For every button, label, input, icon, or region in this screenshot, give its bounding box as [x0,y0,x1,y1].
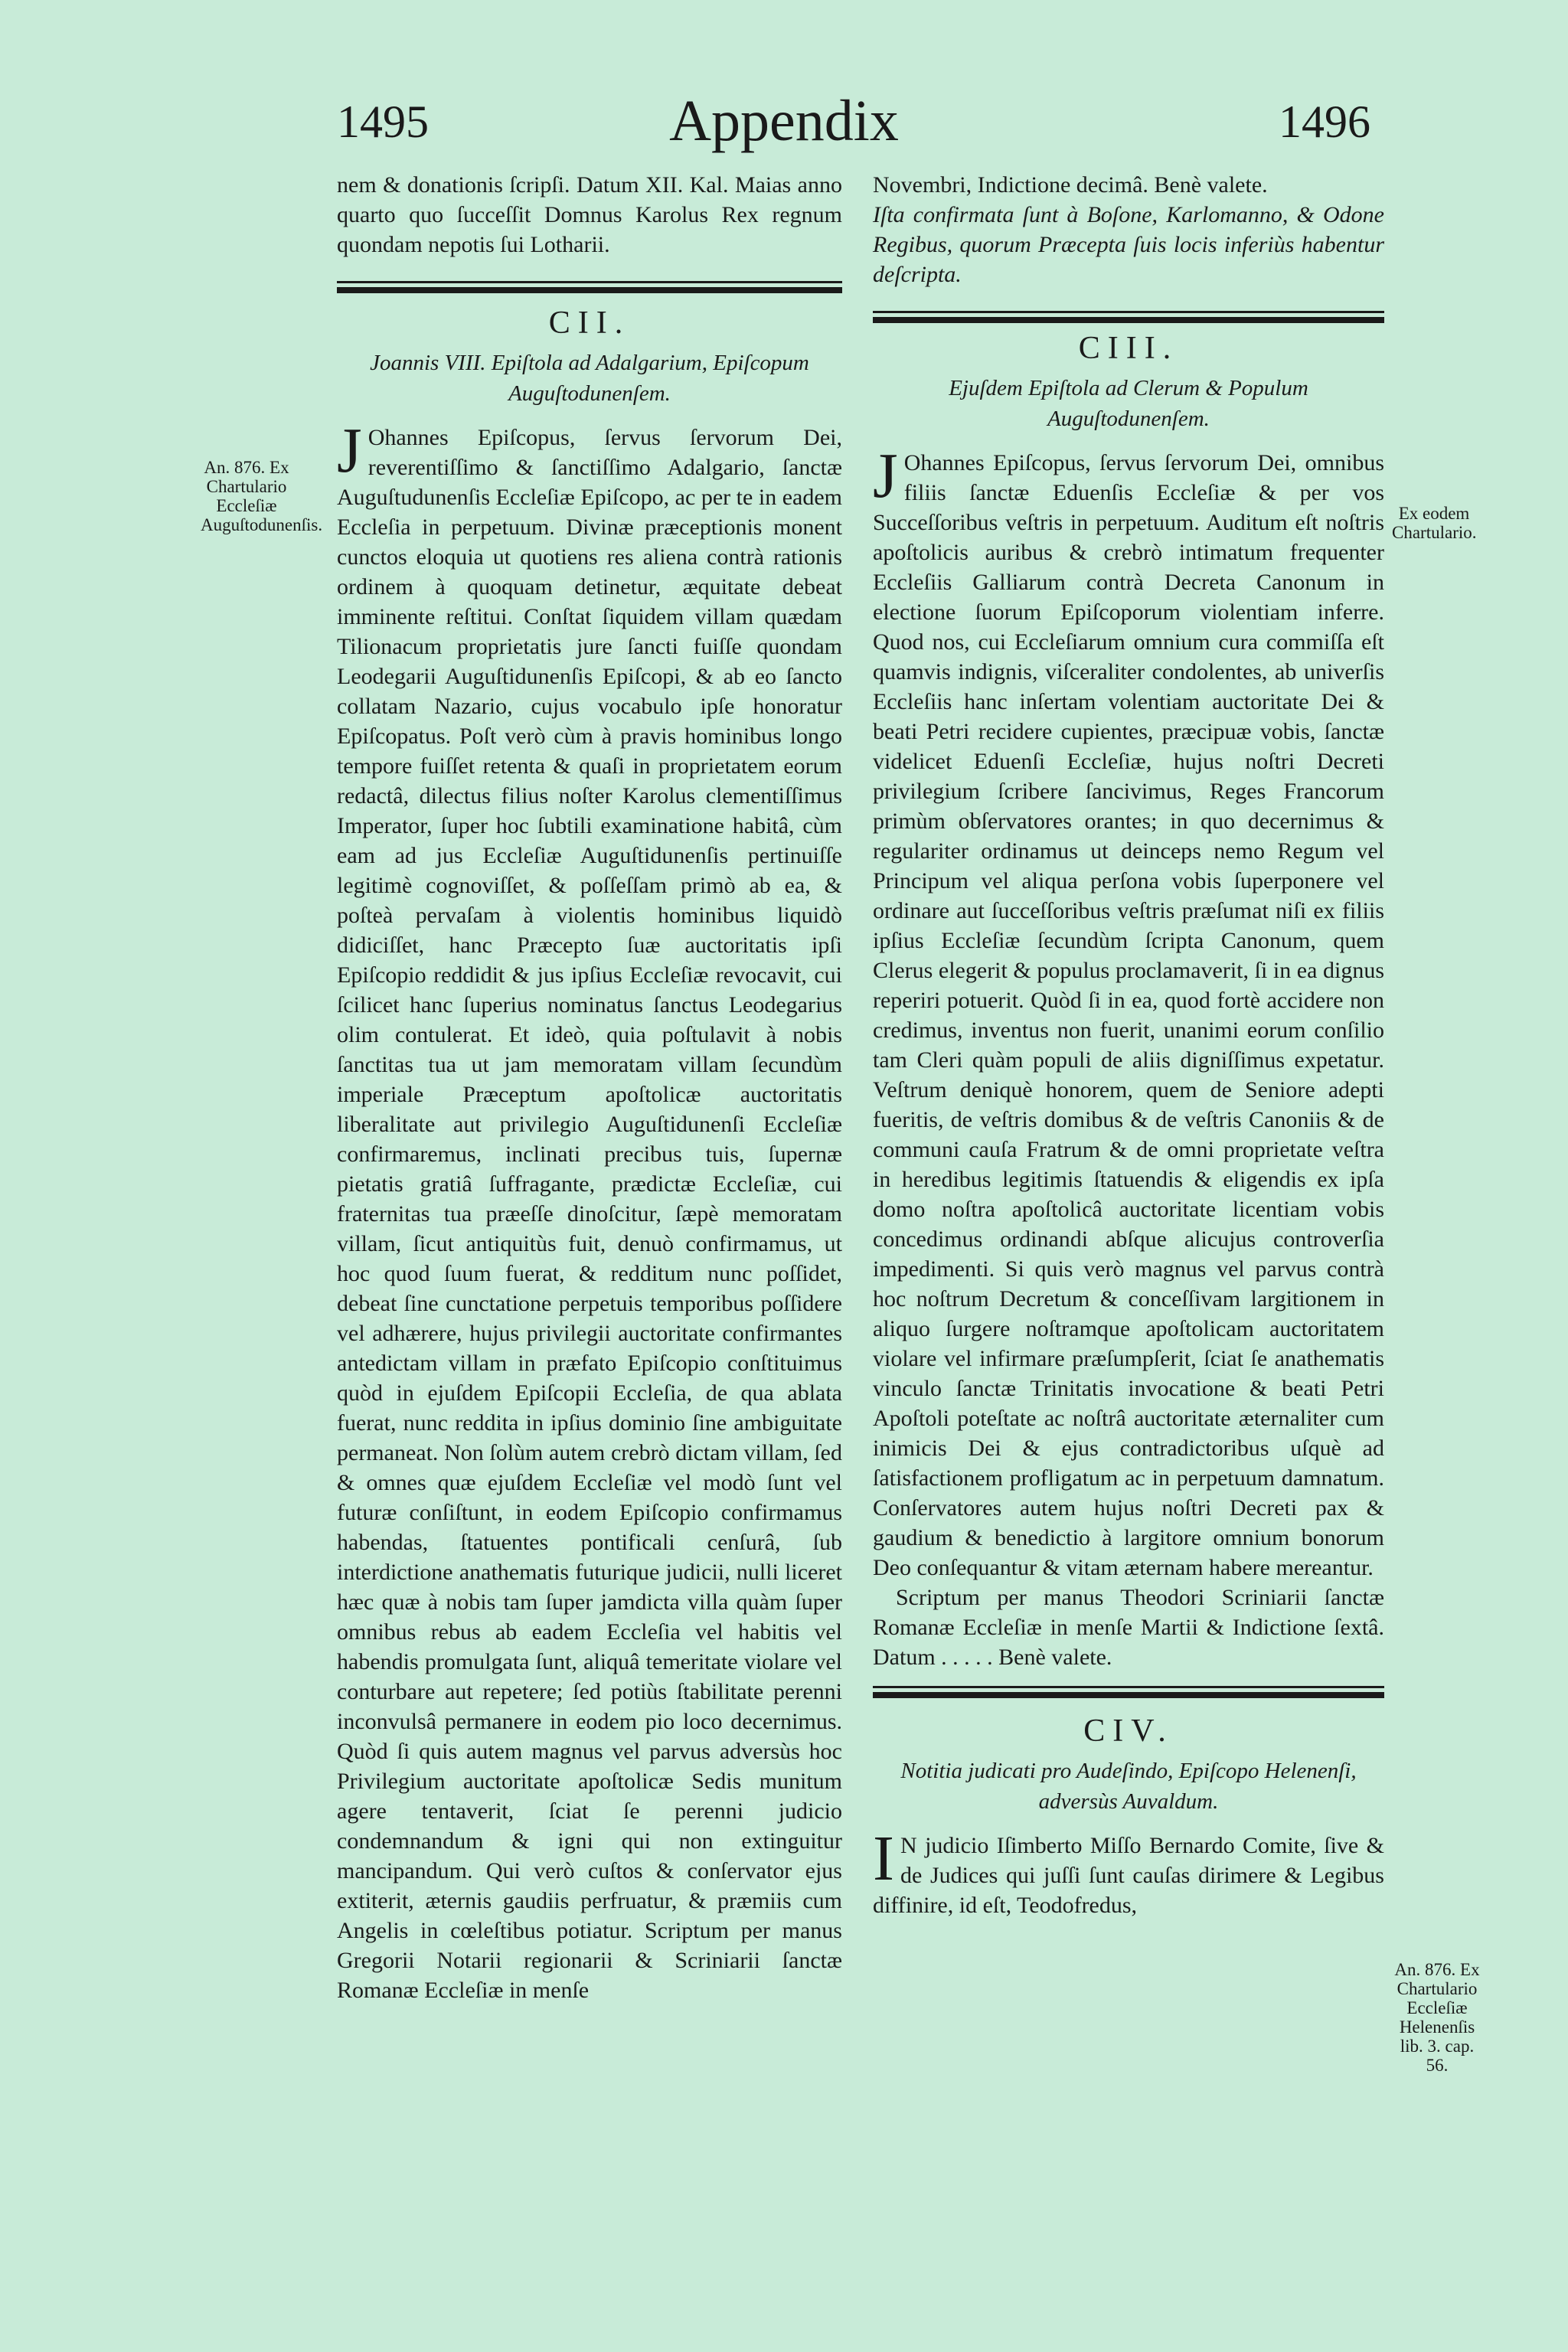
page-title: Appendix [669,89,899,153]
section-numeral: CIII. [1078,331,1179,366]
carryover-italic: Iſta confirmata ſunt à Boſone, Karlomanno, & Odone Regibus, quorum Præcepta ſuis locis inferiùs habentur deſcripta. [873,202,1384,287]
section-title-2: Notitia judicati pro Audeſindo, Epiſcopo Helenenſi, adversùs Auvaldum. [900,1759,1357,1814]
page-number-right: 1496 [1279,96,1370,147]
right-column [873,170,1384,1920]
drop-cap-2: I [873,1823,894,1894]
section-title: Joannis VIII. Epiſtola ad Adalgarium, Epiſcopum Auguſtodunenſem. [370,351,809,406]
drop-cap: J [337,415,362,486]
letter-body [337,415,842,2005]
section-numeral-2: CIV. [1083,1713,1174,1749]
carryover-text: Novembri, Indictione decimâ. Benè valete. [873,172,1268,198]
margin-note-right-2: An. 876. Ex Chartulario Eccleſiæ Helenenſis lib. 3. cap. 56. [1394,1960,1480,2075]
page-number-left: 1495 [337,96,429,147]
section-divider [873,311,1384,323]
section-title: Ejuſdem Epiſtola ad Clerum & Populum Auguſtodunenſem. [949,376,1308,431]
letter-body [873,440,1384,1583]
section-divider [873,1686,1384,1698]
notice-body [873,1823,1384,1920]
drop-cap: J [873,440,898,511]
left-column [337,170,842,2005]
margin-note-right: Ex eodem Chartulario. [1392,504,1477,542]
notice-text: N judicio Iſimberto Miſſo Bernardo Comite, ſive & de Judices qui juſſi ſunt cauſas dirimere & Legibus diffinire, id eſt, Teodofredus, [873,1833,1384,1918]
carryover-text: nem & donationis ſcripſi. Datum XII. Kal. Maias anno quarto quo ſucceſſit Domnus Karolus Rex regnum quondam nepotis ſui Lotharii. [337,172,842,257]
section-numeral: CII. [548,305,631,341]
letter-closing: Scriptum per manus Theodori Scriniarii ſanctæ Romanæ Eccleſiæ in menſe Martii & Indictione ſextâ. Datum . . . . . Benè valete. [873,1585,1384,1670]
letter-text: Ohannes Epiſcopus, ſervus ſervorum Dei, omnibus filiis ſanctæ Eduenſis Eccleſiæ & per vos Succeſſoribus veſtris in perpetuum. Auditum eſt noſtris apoſtolicis auribus & crebrò intimatum frequenter Eccleſiis Galliarum contrà Decreta Canonum in electione ſuorum Epiſcoporum violentiam inferre. Quod nos, cui Eccleſiarum omnium cura commiſſa eſt quamvis indignis, viſceraliter condolentes, ab univerſis Eccleſiis hanc inſertam volentiam auctoritate Dei & beati Petri recidere cupientes, præcipuæ vobis, ſanctæ videlicet Eduenſi Eccleſiæ, hujus noſtri Decreti privilegium ſcribere ſancivimus, Reges Francorum primùm obſervatores orantes; in quo decernimus & regulariter ordinamus ut deinceps nemo Regum vel Principum vel aliqua perſona vobis ſuperponere vel ordinare aut ſucceſſoribus veſtris præſumat niſi ex filiis ipſius Eccleſiæ ſecundùm ſcripta Canonum, quem Clerus elegerit & populus proclamaverit, ſi in ea dignus reperiri potuerit. Quòd ſi in ea, quod fortè accidere non credimus, inventus non fuerit, unanimi eorum conſilio tam Cleri quàm populi de aliis digniſſimus expetatur. Veſtrum deniquè honorem, quem de Seniore adepti fueritis, de veſtris domibus & de veſtris Canoniis & de communi cauſa Fratrum & de omni proprietate veſtra in heredibus legitimis ſtatuendis & eligendis ex ipſa domo noſtra apoſtolicâ auctoritate licentiam vobis concedimus ordinandi abſque alicujus controverſia impedimenti. Si quis verò magnus vel parvus contrà hoc noſtrum Decretum & conceſſivam largitionem in aliquo ſurgere noſtramque apoſtolicam auctoritatem violare vel infirmare præſumpſerit, ſciat ſe anathematis vinculo ſanctæ Trinitatis invocatione & beati Petri Apoſtoli poteſtate ac noſtrâ auctoritate æternaliter cum inimicis Dei & ejus contradictoribus uſquè ad ſatisfactionem profligatum ac in perpetuum damnatum. Conſervatores autem hujus noſtri Decreti pax & gaudium & benedictio à largitore omnium bonorum Deo conſequantur & vitam æternam habere mereantur. [873,450,1384,1580]
letter-text: Ohannes Epiſcopus, ſervus ſervorum Dei, reverentiſſimo & ſanctiſſimo Adalgario, ſanctæ Auguſtudunenſis Eccleſiæ Epiſcopo, ac per te in eadem Eccleſia in perpetuum. Divinæ præceptionis monent cunctos eloquia ut quotiens res aliena contrà rationis ordinem à quoquam detinetur, æquitate debeat imminente reſtitui. Conſtat ſiquidem villam quædam Tilionacum proprietatis jure ſancti fuiſſe quondam Leodegarii Auguſtidunenſis Epiſcopi, & ab eo ſancto collatam Nazario, cujus vocabulo ipſe honoratur Epiſcopatus. Poſt verò cùm à pravis hominibus longo tempore fuiſſet retenta & quaſi in proprietatem eorum redactâ, dilectus filius noſter Karolus clementiſſimus Imperator, ſuper hoc ſubtili examinatione habitâ, cùm eam ad jus Eccleſiæ Auguſtidunenſis pertinuiſſe legitimè cognoviſſet, & poſſeſſam primò ab ea, & poſteà pervaſam à violentis hominibus liquidò didiciſſet, hanc Præcepto ſuæ auctoritatis ipſi Epiſcopio reddidit & jus ipſius Eccleſiæ revocavit, cui ſcilicet hanc ſuperius nominatus ſanctus Leodegarius olim contulerat. Et ideò, quia poſtulavit à nobis ſanctitas tua ut jam memoratam villam ſecundùm imperiale Præceptum apoſtolicæ auctoritatis liberalitate aut privilegio Auguſtidunenſi Eccleſiæ confirmaremus, inclinati precibus tuis, ſupernæ pietatis gratiâ ſuffragante, prædictæ Eccleſiæ, cui fraternitas tua præeſſe dinoſcitur, ſæpè memoratam villam, ſicut antiquitùs fuit, denuò confirmamus, ut hoc quod ſuum fuerat, & redditum nunc poſſidet, debeat ſine cunctatione perpetuis temporibus poſſidere vel adhærere, hujus privilegii auctoritate confirmantes antedictam villam in præfato Epiſcopio conſtituimus quòd in ejuſdem Epiſcopii Eccleſia, de qua ablata fuerat, nunc reddita in ipſius dominio ſine ambiguitate permaneat. Non ſolùm autem crebrò dictam villam, ſed & omnes quæ ejuſdem Eccleſiæ vel modò ſunt vel futuræ conſiſtunt, in eodem Epiſcopio confirmamus habendas, ſtatuentes pontificali cenſurâ, ſub interdictione anathematis futurique judicii, nulli liceret hæc quæ à nobis tam ſuper jamdicta villa quàm ſuper omnibus rebus ab eadem Eccleſia vel habitis vel habendis promulgata ſunt, aliquâ temeritate violare vel conturbare aut repetere; ſed potiùs ſtabilitate perenni inconvulsâ permanere in eodem pio loco decernimus. Quòd ſi quis autem magnus vel parvus adversùs hoc Privilegium auctoritate apoſtolicæ Sedis munitum agere tentaverit, ſciat ſe perenni judicio condemnandum & igni qui non extinguitur mancipandum. Qui verò cuſtos & conſervator ejus extiterit, æternis gaudiis perfruatur, & præmiis cum Angelis in cœleſtibus potiatur. Scriptum per manus Gregorii Notarii regionarii & Scriniarii ſanctæ Romanæ Eccleſiæ in menſe [337,425,842,2003]
section-divider [337,281,842,293]
margin-note-left: An. 876. Ex Chartulario Eccleſiæ Auguſtodunenſis. [201,458,323,534]
